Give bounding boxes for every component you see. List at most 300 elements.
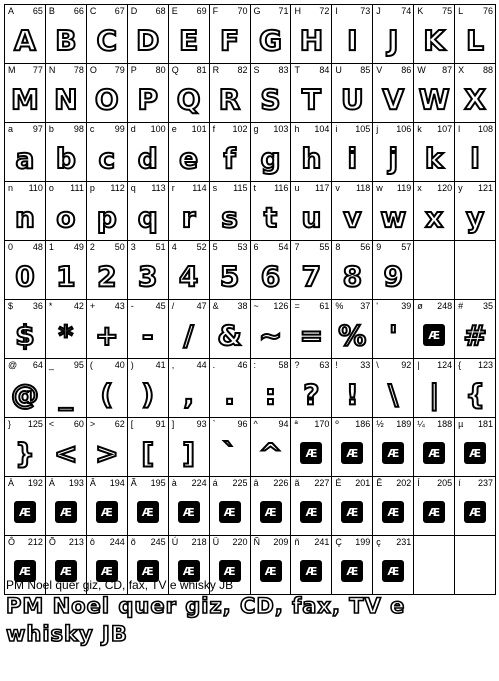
- character-label: T: [294, 65, 300, 75]
- missing-glyph-icon: Æ: [464, 501, 486, 523]
- character-label: 9: [376, 242, 382, 252]
- glyph-cell: [210, 64, 251, 122]
- character-label: ?: [294, 360, 300, 370]
- missing-glyph-icon: Æ: [14, 560, 36, 582]
- glyph-cell: [169, 241, 210, 299]
- glyph-sample: [: [141, 437, 155, 470]
- character-code: 227: [314, 478, 330, 488]
- missing-glyph-icon: Æ: [300, 560, 322, 582]
- character-label: S: [253, 65, 260, 75]
- glyph-sample: >: [95, 437, 119, 470]
- missing-glyph-icon: Æ: [423, 501, 445, 523]
- character-code: 115: [233, 183, 248, 193]
- glyph-sample: /: [183, 319, 194, 352]
- glyph-cell: [169, 359, 210, 417]
- glyph-cell: [332, 418, 373, 476]
- character-code: 58: [278, 360, 289, 370]
- glyph-cell: [87, 5, 128, 63]
- glyph-sample: @: [10, 378, 39, 411]
- glyph-cell: [291, 359, 332, 417]
- character-code: 193: [68, 478, 84, 488]
- glyph-cell: [251, 359, 292, 417]
- character-label: 8: [335, 242, 341, 252]
- glyph-sample: O: [94, 83, 119, 116]
- glyph-sample: Q: [176, 83, 201, 116]
- glyph-cell: [46, 359, 87, 417]
- glyph-grid: [4, 4, 496, 595]
- character-code: 67: [114, 6, 125, 16]
- glyph-cell: [46, 182, 87, 240]
- glyph-cell: [46, 241, 87, 299]
- missing-glyph-icon: Æ: [137, 560, 159, 582]
- character-code: 60: [73, 419, 84, 429]
- character-label: A: [8, 6, 15, 16]
- character-label: ª: [294, 419, 298, 429]
- glyph-cell: [128, 241, 169, 299]
- glyph-cell: [332, 64, 373, 122]
- character-code: 62: [114, 419, 125, 429]
- character-code: 39: [401, 301, 412, 311]
- glyph-sample: \: [388, 378, 399, 411]
- character-code: 82: [237, 65, 248, 75]
- glyph-cell: [373, 300, 414, 358]
- character-label: º: [335, 419, 339, 429]
- character-code: 123: [478, 360, 494, 370]
- character-label: R: [212, 65, 220, 75]
- glyph-sample: G: [259, 24, 282, 57]
- character-label: ,: [171, 360, 175, 370]
- character-label: v: [335, 183, 340, 193]
- character-code: 181: [478, 419, 494, 429]
- character-label: j: [376, 124, 379, 134]
- character-label: t: [253, 183, 257, 193]
- glyph-cell: [128, 359, 169, 417]
- glyph-sample: o: [56, 201, 76, 234]
- character-label: í: [458, 478, 461, 488]
- glyph-cell: [251, 418, 292, 476]
- glyph-cell: [46, 477, 87, 535]
- character-code: 73: [360, 6, 371, 16]
- character-code: 101: [191, 124, 207, 134]
- character-code: 213: [68, 537, 84, 547]
- missing-glyph-icon: Æ: [55, 501, 77, 523]
- character-label: ]: [171, 419, 175, 429]
- glyph-cell: [455, 5, 496, 63]
- glyph-cell: [251, 123, 292, 181]
- glyph-sample: J: [388, 24, 399, 57]
- glyph-sample: 7: [301, 260, 322, 293]
- missing-glyph-icon: Æ: [260, 501, 282, 523]
- character-code: 69: [196, 6, 207, 16]
- character-code: 33: [360, 360, 371, 370]
- glyph-cell: [455, 123, 496, 181]
- glyph-cell: [373, 536, 414, 594]
- glyph-sample: L: [466, 24, 485, 57]
- character-code: 110: [28, 183, 43, 193]
- glyph-sample: `: [222, 437, 237, 470]
- character-label: w: [376, 183, 383, 193]
- character-code: 225: [232, 478, 248, 488]
- glyph-sample: N: [54, 83, 78, 116]
- character-code: 74: [401, 6, 412, 16]
- character-label: k: [417, 124, 422, 134]
- glyph-row: [4, 476, 496, 535]
- glyph-sample: 9: [383, 260, 403, 293]
- character-code: 64: [32, 360, 43, 370]
- character-code: 85: [360, 65, 371, 75]
- character-label: L: [458, 6, 464, 16]
- character-label: ): [130, 360, 134, 370]
- character-code: 192: [27, 478, 43, 488]
- character-label: +: [89, 301, 96, 311]
- character-code: 49: [73, 242, 84, 252]
- glyph-sample: i: [347, 142, 358, 175]
- glyph-sample: 3: [137, 260, 158, 293]
- character-code: 93: [196, 419, 207, 429]
- empty-cell: [455, 536, 496, 594]
- character-code: 100: [150, 124, 166, 134]
- character-label: I: [335, 6, 338, 16]
- character-code: 205: [437, 478, 453, 488]
- missing-glyph-icon: Æ: [464, 442, 486, 464]
- character-label: #: [458, 301, 464, 311]
- character-label: f: [212, 124, 216, 134]
- empty-cell: [414, 536, 455, 594]
- glyph-cell: [332, 300, 373, 358]
- glyph-cell: [291, 182, 332, 240]
- character-code: 237: [478, 478, 494, 488]
- glyph-cell: [291, 418, 332, 476]
- glyph-cell: [455, 182, 496, 240]
- character-label: Ê: [376, 478, 383, 488]
- glyph-cell: [373, 64, 414, 122]
- character-code: 244: [109, 537, 125, 547]
- glyph-cell: [414, 418, 455, 476]
- glyph-cell: [291, 64, 332, 122]
- glyph-cell: [210, 123, 251, 181]
- character-label: ç: [376, 537, 381, 547]
- character-label: ñ: [294, 537, 300, 547]
- glyph-sample: P: [137, 83, 158, 116]
- glyph-sample: |: [429, 378, 440, 411]
- glyph-cell: [414, 5, 455, 63]
- character-code: 119: [396, 183, 412, 193]
- glyph-sample: R: [218, 83, 241, 116]
- character-code: 104: [314, 124, 330, 134]
- character-label: ^: [253, 419, 258, 429]
- missing-glyph-icon: Æ: [300, 501, 322, 523]
- glyph-sample: k: [424, 142, 444, 175]
- character-label: <: [48, 419, 55, 429]
- glyph-sample: *: [58, 319, 74, 352]
- glyph-sample: C: [96, 24, 118, 57]
- character-label: i: [335, 124, 338, 134]
- glyph-cell: [414, 123, 455, 181]
- glyph-sample: (: [100, 378, 114, 411]
- glyph-cell: [251, 64, 292, 122]
- character-code: 61: [319, 301, 330, 311]
- glyph-sample: -: [141, 319, 154, 352]
- glyph-cell: [87, 418, 128, 476]
- glyph-cell: [210, 477, 251, 535]
- character-label: l: [458, 124, 461, 134]
- glyph-sample: M: [11, 83, 39, 116]
- glyph-sample: x: [425, 201, 444, 234]
- character-label: X: [458, 65, 465, 75]
- glyph-row: [4, 122, 496, 181]
- glyph-cell: [5, 241, 46, 299]
- glyph-sample: #: [463, 319, 487, 352]
- character-label: q: [130, 183, 136, 193]
- missing-glyph-icon: Æ: [96, 560, 118, 582]
- glyph-cell: [87, 64, 128, 122]
- glyph-sample: :: [264, 378, 277, 411]
- character-label: ã: [294, 478, 300, 488]
- missing-glyph-icon: Æ: [137, 501, 159, 523]
- glyph-sample: T: [301, 83, 321, 116]
- glyph-row: [4, 358, 496, 417]
- character-code: 212: [27, 537, 43, 547]
- glyph-sample: ]: [182, 437, 196, 470]
- character-code: 195: [150, 478, 166, 488]
- glyph-cell: [169, 5, 210, 63]
- character-code: 50: [114, 242, 125, 252]
- character-label: \: [376, 360, 379, 370]
- glyph-row: [4, 4, 496, 63]
- glyph-cell: [332, 123, 373, 181]
- glyph-cell: [251, 5, 292, 63]
- character-code: 87: [442, 65, 453, 75]
- glyph-cell: [455, 359, 496, 417]
- character-label: 7: [294, 242, 300, 252]
- glyph-sample: !: [345, 378, 359, 411]
- glyph-sample: B: [55, 24, 77, 57]
- glyph-cell: [169, 477, 210, 535]
- character-label: ø: [417, 301, 423, 311]
- character-label: _: [48, 360, 54, 370]
- character-code: 116: [274, 183, 289, 193]
- character-code: 80: [155, 65, 166, 75]
- character-label: P: [130, 65, 137, 75]
- glyph-sample: A: [14, 24, 36, 57]
- character-code: 79: [114, 65, 125, 75]
- character-code: 97: [32, 124, 43, 134]
- character-label: !: [335, 360, 338, 370]
- glyph-cell: [373, 182, 414, 240]
- glyph-cell: [5, 359, 46, 417]
- character-code: 68: [155, 6, 166, 16]
- character-label: 1: [48, 242, 54, 252]
- glyph-sample: t: [263, 201, 278, 234]
- glyph-cell: [128, 64, 169, 122]
- glyph-sample: r: [181, 201, 196, 234]
- character-label: p: [89, 183, 95, 193]
- glyph-cell: [128, 182, 169, 240]
- character-label: M: [8, 65, 16, 75]
- character-code: 121: [478, 183, 494, 193]
- glyph-sample: =: [299, 319, 324, 352]
- glyph-sample: V: [382, 83, 405, 116]
- missing-glyph-icon: Æ: [96, 501, 118, 523]
- glyph-sample: ': [388, 319, 398, 352]
- character-code: 55: [319, 242, 330, 252]
- glyph-cell: [251, 300, 292, 358]
- glyph-cell: [169, 418, 210, 476]
- character-label: $: [8, 301, 14, 311]
- glyph-sample: +: [95, 319, 119, 352]
- character-label: H: [294, 6, 301, 16]
- glyph-cell: [87, 241, 128, 299]
- character-code: 186: [355, 419, 371, 429]
- glyph-sample: 8: [342, 260, 363, 293]
- glyph-cell: [128, 123, 169, 181]
- character-label: G: [253, 6, 261, 16]
- character-label: /: [171, 301, 175, 311]
- missing-glyph-icon: Æ: [382, 501, 404, 523]
- glyph-sample: 4: [178, 260, 199, 293]
- glyph-sample: }: [14, 437, 35, 470]
- glyph-cell: [455, 300, 496, 358]
- glyph-cell: [332, 536, 373, 594]
- glyph-sample: <: [54, 437, 78, 470]
- character-code: 76: [483, 6, 494, 16]
- glyph-cell: [373, 123, 414, 181]
- missing-glyph-icon: Æ: [219, 501, 241, 523]
- character-code: 47: [196, 301, 207, 311]
- glyph-cell: [46, 418, 87, 476]
- glyph-sample: a: [15, 142, 35, 175]
- character-label: (: [89, 360, 93, 370]
- character-label: J: [376, 6, 381, 16]
- character-code: 78: [73, 65, 84, 75]
- glyph-cell: [169, 123, 210, 181]
- character-label: 4: [171, 242, 177, 252]
- character-code: 86: [401, 65, 412, 75]
- character-label: s: [212, 183, 218, 193]
- glyph-cell: [414, 477, 455, 535]
- character-code: 231: [396, 537, 412, 547]
- glyph-cell: [210, 359, 251, 417]
- character-code: 194: [109, 478, 125, 488]
- character-code: 111: [70, 183, 84, 193]
- glyph-cell: [5, 477, 46, 535]
- glyph-sample: .: [224, 378, 235, 411]
- character-label: 6: [253, 242, 259, 252]
- character-code: 98: [73, 124, 84, 134]
- glyph-sample: K: [423, 24, 446, 57]
- character-code: 57: [401, 242, 412, 252]
- glyph-sample: F: [220, 24, 240, 57]
- glyph-sample: e: [179, 142, 199, 175]
- character-code: 70: [237, 6, 248, 16]
- glyph-sample: E: [179, 24, 199, 57]
- glyph-cell: [373, 418, 414, 476]
- glyph-cell: [291, 123, 332, 181]
- character-code: 112: [110, 183, 125, 193]
- glyph-cell: [414, 64, 455, 122]
- character-label: Ü: [212, 537, 220, 547]
- glyph-sample: {: [465, 378, 486, 411]
- glyph-sample: H: [299, 24, 324, 57]
- glyph-cell: [46, 123, 87, 181]
- glyph-cell: [169, 182, 210, 240]
- character-code: 83: [278, 65, 289, 75]
- character-label: Ç: [335, 537, 342, 547]
- glyph-sample: ^: [258, 437, 283, 470]
- character-code: 38: [237, 301, 248, 311]
- glyph-sample: g: [260, 142, 281, 175]
- glyph-sample: p: [96, 201, 117, 234]
- character-code: 170: [314, 419, 330, 429]
- missing-glyph-icon: Æ: [178, 560, 200, 582]
- character-code: 201: [355, 478, 371, 488]
- character-code: 124: [437, 360, 453, 370]
- glyph-cell: [5, 123, 46, 181]
- missing-glyph-icon: Æ: [14, 501, 36, 523]
- glyph-cell: [210, 182, 251, 240]
- character-label: e: [171, 124, 177, 134]
- character-code: 63: [319, 360, 330, 370]
- character-code: 107: [437, 124, 453, 134]
- character-label: }: [8, 419, 12, 429]
- glyph-sample: s: [221, 201, 238, 234]
- character-label: .: [212, 360, 216, 370]
- character-code: 114: [192, 183, 207, 193]
- glyph-cell: [455, 418, 496, 476]
- glyph-sample: f: [223, 142, 236, 175]
- character-label: W: [417, 65, 426, 75]
- glyph-cell: [128, 300, 169, 358]
- character-label: 5: [212, 242, 218, 252]
- character-code: 189: [396, 419, 412, 429]
- character-label: r: [171, 183, 175, 193]
- character-label: á: [212, 478, 218, 488]
- glyph-cell: [210, 5, 251, 63]
- character-label: u: [294, 183, 300, 193]
- character-code: 43: [114, 301, 125, 311]
- character-label: C: [89, 6, 97, 16]
- character-code: 102: [232, 124, 248, 134]
- missing-glyph-icon: Æ: [382, 560, 404, 582]
- character-label: b: [48, 124, 54, 134]
- character-code: 84: [319, 65, 330, 75]
- character-label: g: [253, 124, 259, 134]
- glyph-cell: [373, 359, 414, 417]
- character-label: ½: [376, 419, 384, 429]
- glyph-row: [4, 181, 496, 240]
- glyph-sample: %: [338, 319, 367, 352]
- empty-cell: [455, 241, 496, 299]
- character-label: Â: [89, 478, 96, 488]
- glyph-cell: [291, 241, 332, 299]
- glyph-sample: 6: [260, 260, 281, 293]
- glyph-cell: [332, 359, 373, 417]
- character-code: 94: [278, 419, 289, 429]
- character-code: 113: [151, 183, 166, 193]
- character-code: 54: [278, 242, 289, 252]
- character-label: a: [8, 124, 14, 134]
- glyph-sample: 2: [97, 260, 117, 293]
- character-label: Í: [417, 478, 420, 488]
- missing-glyph-icon: Æ: [341, 501, 363, 523]
- character-label: Q: [171, 65, 179, 75]
- glyph-cell: [87, 123, 128, 181]
- character-code: 95: [73, 360, 84, 370]
- character-code: 45: [155, 301, 166, 311]
- missing-glyph-icon: Æ: [300, 442, 322, 464]
- character-label: @: [8, 360, 18, 370]
- glyph-cell: [87, 477, 128, 535]
